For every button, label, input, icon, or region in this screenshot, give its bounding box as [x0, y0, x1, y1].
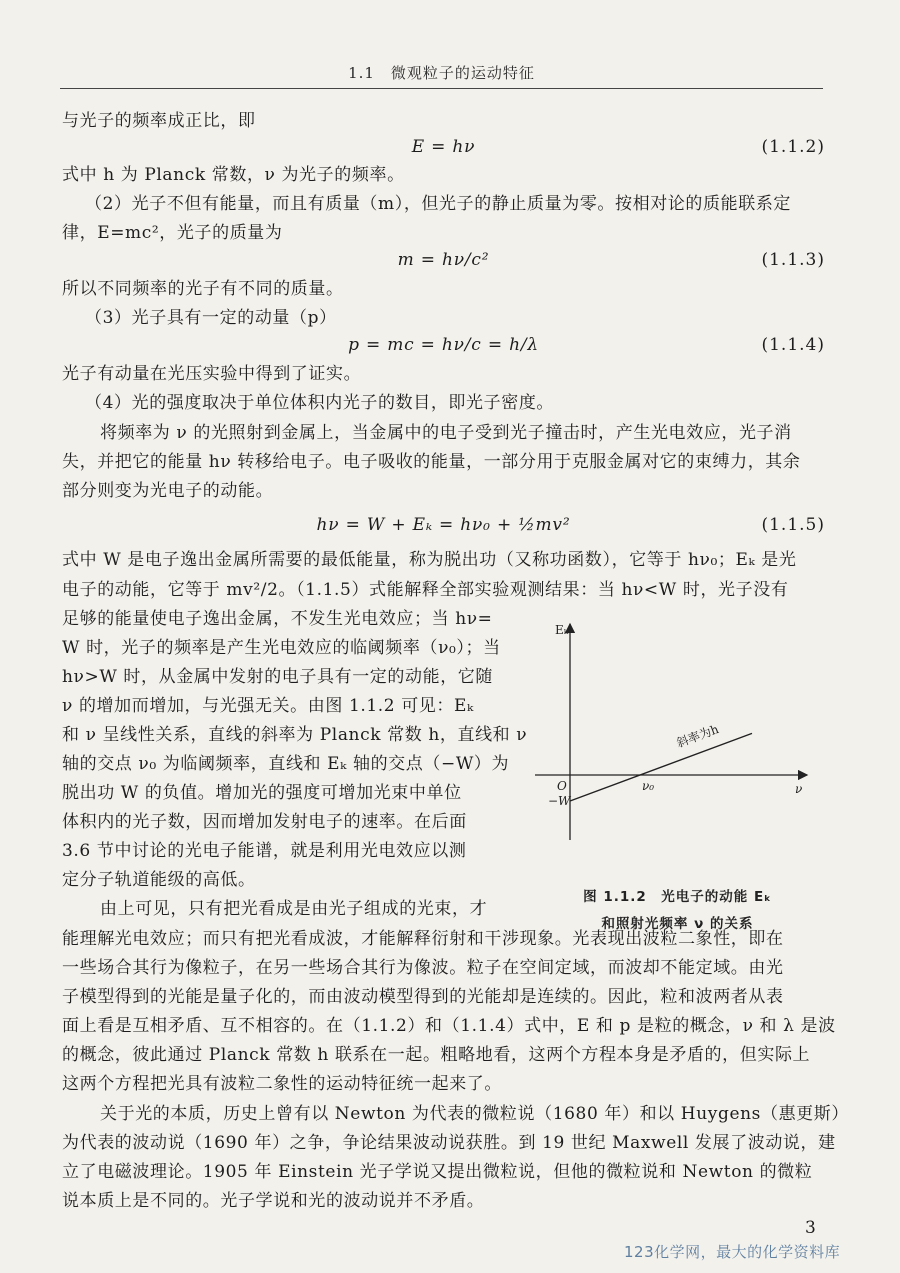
intercept-y-label: −W — [548, 794, 571, 808]
text-line: 部分则变为光电子的动能。 — [62, 481, 274, 501]
intercept-x-label: ν₀ — [642, 779, 655, 793]
text-line: ν 的增加而增加，与光强无关。由图 1.1.2 可见：Eₖ — [62, 696, 474, 716]
watermark: 123化学网，最大的化学资料库 — [624, 1243, 841, 1261]
equation-expression: hν = W + Eₖ = hν₀ + ½mv² — [316, 515, 571, 535]
text-line: W 时，光子的频率是产生光电效应的临阈频率（ν₀）；当 — [62, 638, 501, 658]
text-line: 体积内的光子数，因而增加发射电子的速率。在后面 — [62, 812, 467, 832]
text-line: （3）光子具有一定的动量（p） — [85, 308, 337, 328]
x-axis-label: ν — [795, 782, 803, 796]
text-line: 一些场合其行为像粒子，在另一些场合其行为像波。粒子在空间定域，而波却不能定域。由光 — [62, 958, 784, 978]
text-line: 式中 h 为 Planck 常数，ν 为光子的频率。 — [62, 165, 405, 185]
slope-label: 斜率为h — [674, 721, 721, 751]
equation-1-1-4 — [62, 332, 825, 358]
text-line: 定分子轨道能级的高低。 — [62, 870, 256, 890]
text-line: 能理解光电效应；而只有把光看成波，才能解释衍射和干涉现象。光表现出波粒二象性，即在 — [62, 929, 784, 949]
text-line: 立了电磁波理论。1905 年 Einstein 光子学说又提出微粒说，但他的微粒说和 Newton 的微粒 — [62, 1162, 813, 1182]
kinetic-energy-line — [570, 733, 752, 801]
figure-caption-line1: 图 1.1.2 光电子的动能 Eₖ — [583, 889, 772, 905]
text-line: 3.6 节中讨论的光电子能谱，就是利用光电效应以测 — [62, 841, 467, 861]
equation-1-1-3 — [62, 247, 825, 273]
text-line: 律，E=mc²，光子的质量为 — [62, 223, 283, 243]
text-line: 失，并把它的能量 hν 转移给电子。电子吸收的能量，一部分用于克服金属对它的束缚力，其余 — [62, 452, 801, 472]
text-line: （4）光的强度取决于单位体积内光子的数目，即光子密度。 — [85, 393, 555, 413]
text-line: 轴的交点 ν₀ 为临阈频率，直线和 Eₖ 轴的交点（−W）为 — [62, 754, 510, 774]
text-line: 这两个方程把光具有波粒二象性的运动特征统一起来了。 — [62, 1074, 502, 1094]
equation-number: (1.1.4) — [761, 335, 825, 355]
page-number: 3 — [805, 1218, 816, 1238]
text-line: 的概念，彼此通过 Planck 常数 h 联系在一起。粗略地看，这两个方程本身是矛盾的，但实际上 — [62, 1045, 811, 1065]
figure-1-1-2 — [525, 612, 825, 852]
text-line: 脱出功 W 的负值。增加光的强度可增加光束中单位 — [62, 783, 462, 803]
text-line: 与光子的频率成正比，即 — [62, 111, 256, 131]
text-line: （2）光子不但有能量，而且有质量（m），但光子的静止质量为零。按相对论的质能联系定 — [85, 194, 792, 214]
origin-label: O — [557, 779, 567, 793]
text-line: 光子有动量在光压实验中得到了证实。 — [62, 364, 362, 384]
text-line: 足够的能量使电子逸出金属，不发生光电效应；当 hν= — [62, 609, 493, 629]
text-line: 所以不同频率的光子有不同的质量。 — [62, 279, 344, 299]
text-line: 将频率为 ν 的光照射到金属上，当金属中的电子受到光子撞击时，产生光电效应，光子消 — [100, 423, 792, 443]
equation-expression: E = hν — [411, 137, 476, 157]
equation-1-1-2 — [62, 134, 825, 160]
equation-number: (1.1.3) — [761, 250, 825, 270]
text-line: 式中 W 是电子逸出金属所需要的最低能量，称为脱出功（又称功函数），它等于 hν₀；Eₖ 是光 — [62, 550, 797, 570]
y-axis-label: Eₖ — [555, 623, 569, 637]
text-line: hν>W 时，从金属中发射的电子具有一定的动能，它随 — [62, 667, 494, 687]
equation-expression: p = mc = hν/c = h/λ — [348, 335, 539, 355]
text-line: 面上看是互相矛盾、互不相容的。在（1.1.2）和（1.1.4）式中，E 和 p 是粒的概念，ν 和 λ 是波 — [62, 1016, 836, 1036]
equation-1-1-5 — [62, 512, 825, 538]
text-line: 为代表的波动说（1690 年）之争，争论结果波动说获胜。到 19 世纪 Maxwell 发展了波动说，建 — [62, 1133, 836, 1153]
figure-caption-line2: 和照射光频率 ν 的关系 — [601, 916, 754, 932]
text-line: 由上可见，只有把光看成是由光子组成的光束，才 — [100, 899, 488, 919]
text-line: 说本质上是不同的。光子学说和光的波动说并不矛盾。 — [62, 1191, 485, 1211]
text-line: 关于光的本质，历史上曾有以 Newton 为代表的微粒说（1680 年）和以 Huygens（惠更斯） — [100, 1104, 849, 1124]
text-line: 电子的动能，它等于 mv²/2。（1.1.5）式能解释全部实验观测结果：当 hν<W 时，光子没有 — [62, 580, 789, 600]
equation-number: (1.1.2) — [761, 137, 825, 157]
equation-expression: m = hν/c² — [397, 250, 490, 270]
running-head: 1.1 微观粒子的运动特征 — [348, 64, 535, 82]
equation-number: (1.1.5) — [761, 515, 825, 535]
header-rule — [60, 88, 823, 89]
text-line: 和 ν 呈线性关系，直线的斜率为 Planck 常数 h，直线和 ν — [62, 725, 528, 745]
text-line: 子模型得到的光能是量子化的，而由波动模型得到的光能却是连续的。因此，粒和波两者从表 — [62, 987, 784, 1007]
